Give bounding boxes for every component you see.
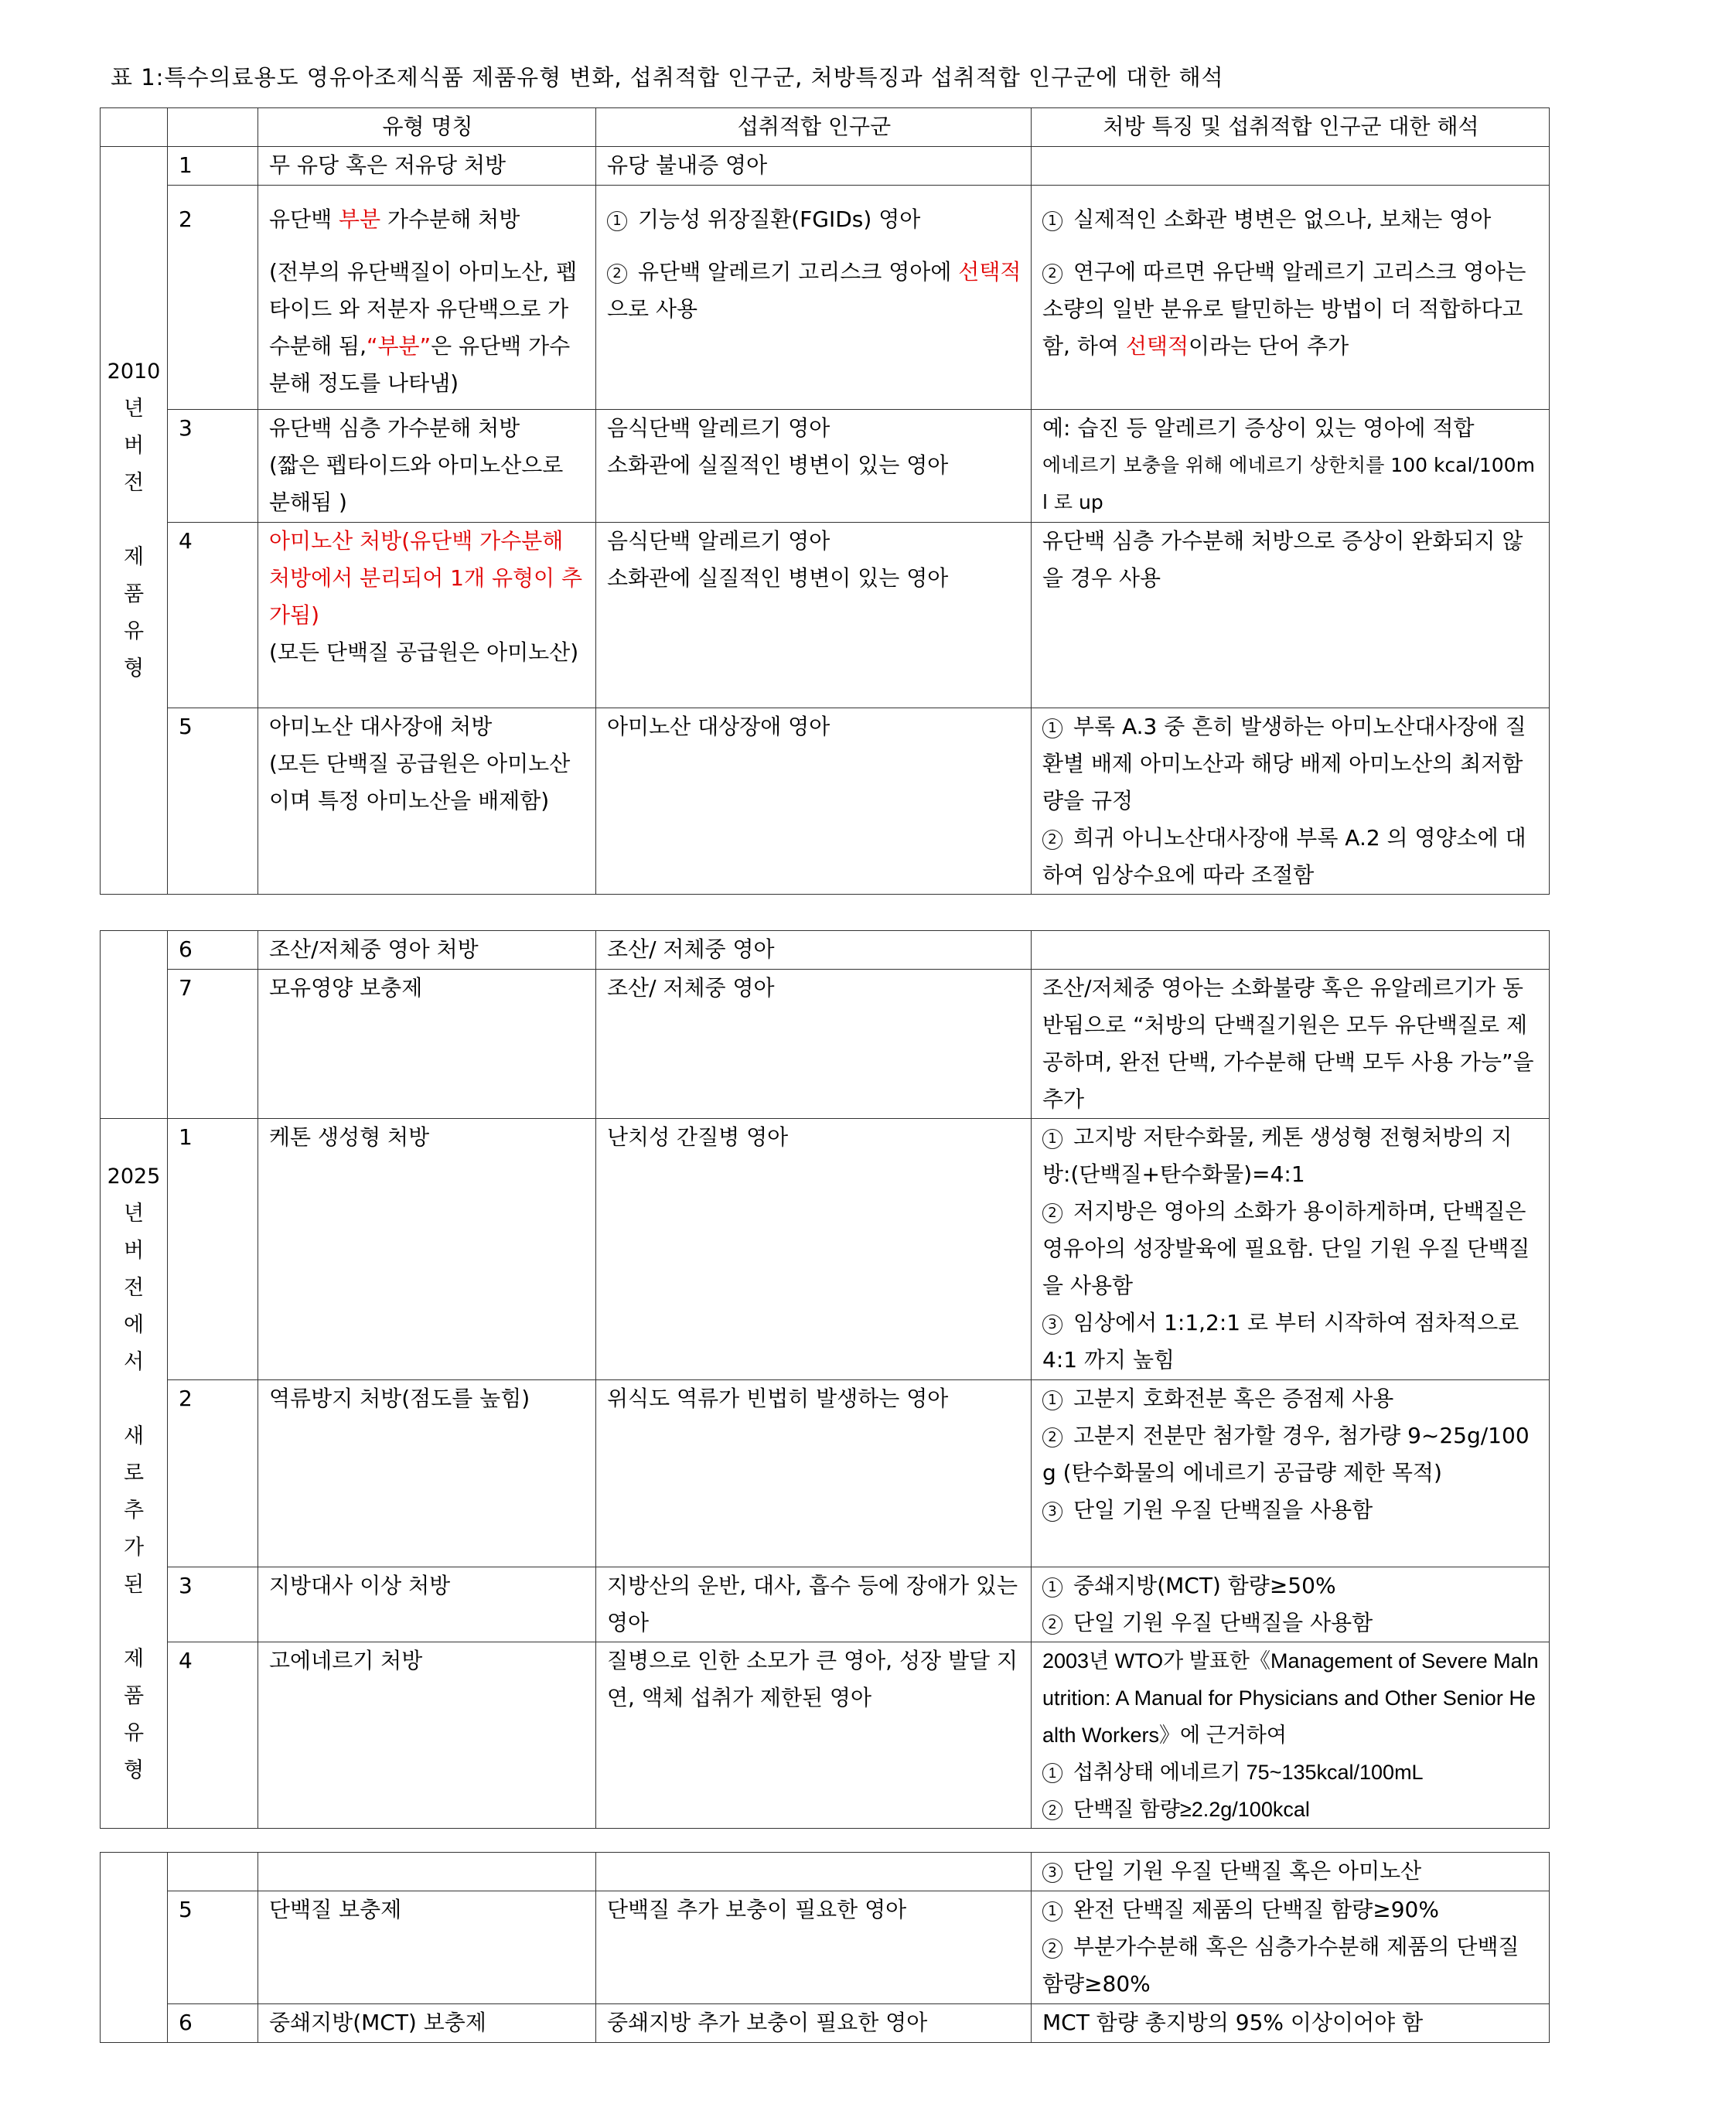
table-row <box>101 1853 1550 1891</box>
type-name: 조산/저체중 영아 처방 <box>258 931 596 970</box>
type-name: 단백질 보충제 <box>258 1891 596 2004</box>
header-row <box>101 108 1550 147</box>
table-caption: 표 1:특수의료용도 영유아조제식품 제품유형 변화, 섭취적합 인구군, 처방특징과 섭취적합 인구군에 대한 해석 <box>111 64 1224 90</box>
table-row <box>101 147 1550 186</box>
population: 위식도 역류가 빈법히 발생하는 영아 <box>596 1380 1032 1567</box>
notes: 예: 습진 등 알레르기 증상이 있는 영아에 적합 에네르기 보충을 위해 에네르기 상한치를 100 kcal/100ml 로 up <box>1032 410 1550 523</box>
notes <box>1032 931 1550 970</box>
notes: 1 고분지 호화전분 혹은 증점제 사용 2 고분지 전분만 첨가할 경우, 첨가량 9~25g/100g (탄수화물의 에네르기 공급량 제한 목적) 3 단일 기원 우질 단백질을 사용함 <box>1032 1380 1550 1567</box>
notes: 1 실제적인 소화관 병변은 없으나, 보채는 영아 2 연구에 따르면 유단백 알레르기 고리스크 영아는 소량의 일반 분유로 탈민하는 방법이 더 적합하다고함, 하여 선택적이라는 단어 추가 <box>1032 186 1550 410</box>
section-label-2010: 2010 년 버 전 제 품 유 형 <box>101 147 168 895</box>
table-row <box>101 410 1550 523</box>
type-name: 유단백 부분 가수분해 처방 (전부의 유단백질이 아미노산, 펩타이드 와 저분자 유단백으로 가수분해 됨,“부분”은 유단백 가수분해 정도를 나타냄) <box>258 186 596 410</box>
row-number: 5 <box>168 1891 258 2004</box>
table-part2 <box>100 930 1550 1829</box>
type-name <box>258 1853 596 1891</box>
population: 1 기능성 위장질환(FGIDs) 영아 2 유단백 알레르기 고리스크 영아에 선택적으로 사용 <box>596 186 1032 410</box>
row-number: 5 <box>168 708 258 895</box>
circled-number-icon: 2 <box>1042 1203 1062 1223</box>
header-population: 섭취적합 인구군 <box>596 108 1032 147</box>
circled-number-icon: 2 <box>1042 1427 1062 1448</box>
section-label-empty <box>101 1853 168 2043</box>
type-name: 지방대사 이상 처방 <box>258 1567 596 1642</box>
row-number: 6 <box>168 931 258 970</box>
type-name: 무 유당 혹은 저유당 처방 <box>258 147 596 186</box>
population: 유당 불내증 영아 <box>596 147 1032 186</box>
row-number: 3 <box>168 410 258 523</box>
type-name: 고에네르기 처방 <box>258 1642 596 1829</box>
row-number: 4 <box>168 523 258 708</box>
table-row <box>101 931 1550 970</box>
circled-number-icon: 3 <box>1042 1863 1062 1883</box>
circled-number-icon: 2 <box>1042 1615 1062 1635</box>
table-row <box>101 1119 1550 1380</box>
circled-number-icon: 2 <box>1042 830 1062 850</box>
notes: MCT 함량 총지방의 95% 이상이어야 함 <box>1032 2004 1550 2043</box>
circled-number-icon: 1 <box>1042 1390 1062 1410</box>
row-number <box>168 1853 258 1891</box>
table-row <box>101 1891 1550 2004</box>
circled-number-icon: 1 <box>607 211 627 231</box>
population: 중쇄지방 추가 보충이 필요한 영아 <box>596 2004 1032 2043</box>
notes: 유단백 심층 가수분해 처방으로 증상이 완화되지 않을 경우 사용 <box>1032 523 1550 708</box>
header-empty-1 <box>101 108 168 147</box>
population <box>596 1853 1032 1891</box>
circled-number-icon: 1 <box>1042 1901 1062 1922</box>
notes <box>1032 147 1550 186</box>
table-row <box>101 186 1550 410</box>
population: 단백질 추가 보충이 필요한 영아 <box>596 1891 1032 2004</box>
type-name: 유단백 심층 가수분해 처방 (짧은 펩타이드와 아미노산으로 분해됨 ) <box>258 410 596 523</box>
table-row <box>101 1567 1550 1642</box>
type-name: 아미노산 처방(유단백 가수분해 처방에서 분리되어 1개 유형이 추가됨) (모든 단백질 공급원은 아미노산) <box>258 523 596 708</box>
header-empty-2 <box>168 108 258 147</box>
section-label-2025: 2025 년 버 전 에 서 새 로 추 가 된 제 품 유 형 <box>101 1119 168 1829</box>
circled-number-icon: 1 <box>1042 718 1062 738</box>
population: 질병으로 인한 소모가 큰 영아, 성장 발달 지연, 액체 섭취가 제한된 영아 <box>596 1642 1032 1829</box>
type-name: 중쇄지방(MCT) 보충제 <box>258 2004 596 2043</box>
row-number: 2 <box>168 186 258 410</box>
table-row <box>101 523 1550 708</box>
circled-number-icon: 2 <box>1042 1939 1062 1959</box>
population: 음식단백 알레르기 영아 소화관에 실질적인 병변이 있는 영아 <box>596 523 1032 708</box>
notes: 2003년 WTO가 발표한《Management of Severe Malnutrition: A Manual for Physicians and Other Senior Health Workers》에 근거하여 1 섭취상태 에네르기 75~135kcal/100mL 2 단백질 함량≥2.2g/100kcal <box>1032 1642 1550 1829</box>
header-name: 유형 명칭 <box>258 108 596 147</box>
population: 아미노산 대상장애 영아 <box>596 708 1032 895</box>
row-number: 3 <box>168 1567 258 1642</box>
type-name: 모유영양 보충제 <box>258 970 596 1119</box>
circled-number-icon: 1 <box>1042 211 1062 231</box>
population: 조산/ 저체중 영아 <box>596 970 1032 1119</box>
population: 음식단백 알레르기 영아 소화관에 실질적인 병변이 있는 영아 <box>596 410 1032 523</box>
notes: 1 중쇄지방(MCT) 함량≥50% 2 단일 기원 우질 단백질을 사용함 <box>1032 1567 1550 1642</box>
population: 조산/ 저체중 영아 <box>596 931 1032 970</box>
table-part3 <box>100 1852 1550 2043</box>
row-number: 4 <box>168 1642 258 1829</box>
circled-number-icon: 2 <box>1042 264 1062 284</box>
row-number: 6 <box>168 2004 258 2043</box>
circled-number-icon: 3 <box>1042 1502 1062 1522</box>
type-name: 역류방지 처방(점도를 높힘) <box>258 1380 596 1567</box>
table-row <box>101 2004 1550 2043</box>
notes: 조산/저체중 영아는 소화불량 혹은 유알레르기가 동반됨으로 “처방의 단백질기원은 모두 유단백질로 제공하며, 완전 단백, 가수분해 단백 모두 사용 가능”을 추가 <box>1032 970 1550 1119</box>
notes: 1 부록 A.3 중 흔히 발생하는 아미노산대사장애 질환별 배제 아미노산과 해당 배제 아미노산의 최저함량을 규정 2 희귀 아니노산대사장애 부록 A.2 의 영양소에 대하여 임상수요에 따라 조절함 <box>1032 708 1550 895</box>
population: 난치성 간질병 영아 <box>596 1119 1032 1380</box>
notes: 3 단일 기원 우질 단백질 혹은 아미노산 <box>1032 1853 1550 1891</box>
population: 지방산의 운반, 대사, 흡수 등에 장애가 있는 영아 <box>596 1567 1032 1642</box>
circled-number-icon: 3 <box>1042 1315 1062 1335</box>
circled-number-icon: 1 <box>1042 1577 1062 1598</box>
row-number: 1 <box>168 1119 258 1380</box>
section-label-empty <box>101 931 168 1119</box>
row-number: 1 <box>168 147 258 186</box>
table-2010-part1 <box>100 107 1550 895</box>
circled-number-icon: 2 <box>607 264 627 284</box>
circled-number-icon: 1 <box>1042 1763 1062 1783</box>
table-row <box>101 1642 1550 1829</box>
row-number: 7 <box>168 970 258 1119</box>
header-notes: 처방 특징 및 섭취적합 인구군 대한 해석 <box>1032 108 1550 147</box>
table-row <box>101 1380 1550 1567</box>
row-number: 2 <box>168 1380 258 1567</box>
type-name: 케톤 생성형 처방 <box>258 1119 596 1380</box>
table-row <box>101 970 1550 1119</box>
circled-number-icon: 1 <box>1042 1129 1062 1149</box>
type-name: 아미노산 대사장애 처방 (모든 단백질 공급원은 아미노산이며 특정 아미노산을 배제함) <box>258 708 596 895</box>
notes: 1 고지방 저탄수화물, 케톤 생성형 전형처방의 지방:(단백질+탄수화물)=4:1 2 저지방은 영아의 소화가 용이하게하며, 단백질은 영유아의 성장발육에 필요함. 단일 기원 우질 단백질을 사용함 3 임상에서 1:1,2:1 로 부터 시작하여 점차적으로 4:1 까지 높힘 <box>1032 1119 1550 1380</box>
circled-number-icon: 2 <box>1042 1800 1062 1820</box>
table-row <box>101 708 1550 895</box>
notes: 1 완전 단백질 제품의 단백질 함량≥90% 2 부분가수분해 혹은 심층가수분해 제품의 단백질 함량≥80% <box>1032 1891 1550 2004</box>
